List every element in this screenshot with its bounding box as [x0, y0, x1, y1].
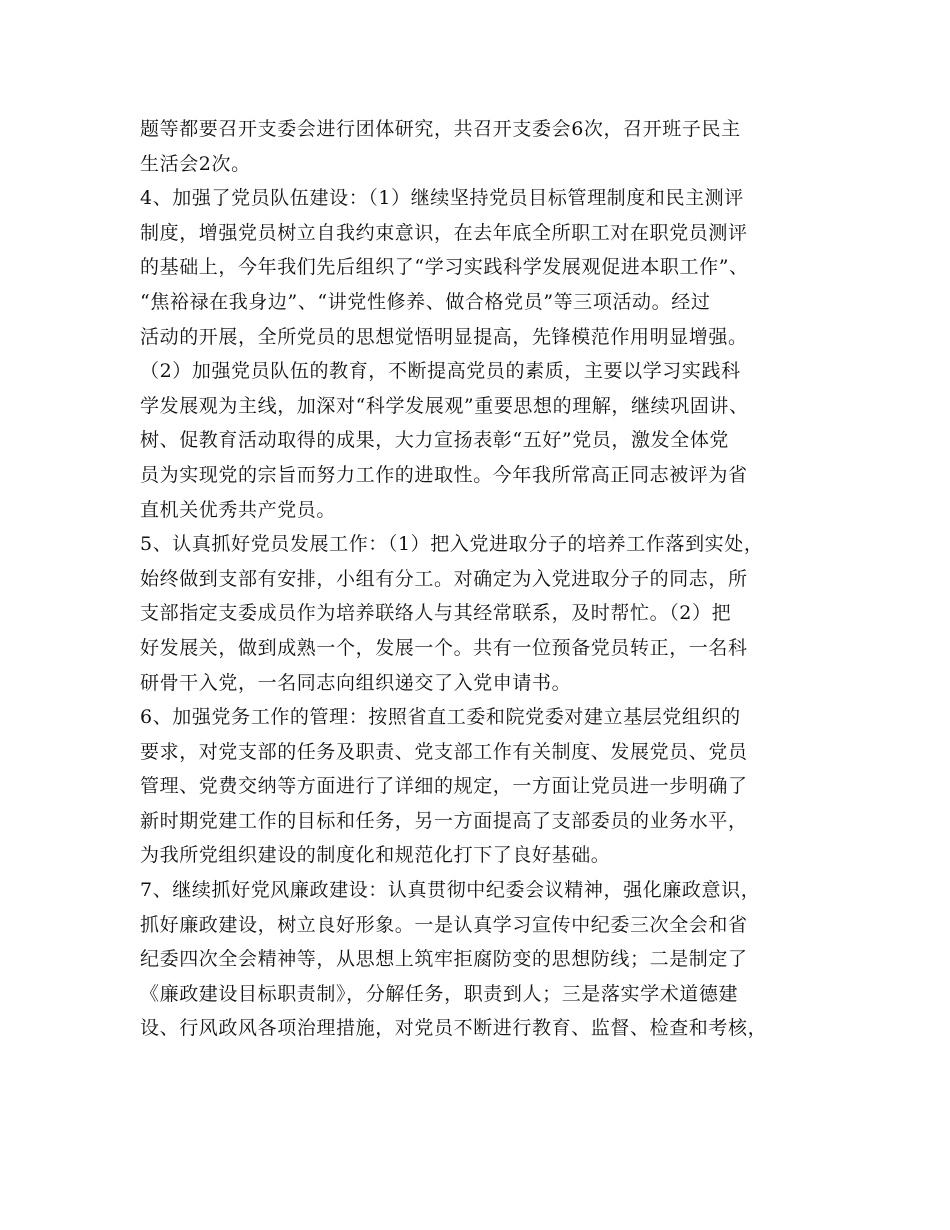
- text-line: 的基础上，今年我们先后组织了“学习实践科学发展观促进本职工作”、: [140, 256, 749, 279]
- text-line: 6、加强党务工作的管理：按照省直工委和院党委对建立基层党组织的: [140, 706, 741, 729]
- text-line: 支部指定支委成员作为培养联络人与其经常联系，及时帮忙。（2）把: [140, 602, 732, 625]
- text-line: 研骨干入党，一名同志向组织递交了入党申请书。: [140, 671, 572, 694]
- text-line: 新时期党建工作的目标和任务，另一方面提高了支部委员的业务水平，: [140, 809, 748, 832]
- text-line: 直机关优秀共产党员。: [140, 498, 337, 521]
- text-line: （2）加强党员队伍的教育，不断提高党员的素质，主要以学习实践科: [140, 360, 741, 383]
- text-line: 员为实现党的宗旨而努力工作的进取性。今年我所常高正同志被评为省: [140, 463, 748, 486]
- text-line: 好发展关，做到成熟一个，发展一个。共有一位预备党员转正，一名科: [140, 636, 748, 659]
- text-line: 始终做到支部有安排，小组有分工。对确定为入党进取分子的同志，所: [140, 567, 748, 590]
- text-line: 5、认真抓好党员发展工作：（1）把入党进取分子的培养工作落到实处，: [140, 533, 764, 556]
- text-line: 为我所党组织建设的制度化和规范化打下了良好基础。: [140, 844, 611, 867]
- text-line: 要求，对党支部的任务及职责、党支部工作有关制度、发展党员、党员: [140, 740, 748, 763]
- text-line: “焦裕禄在我身边”、“讲党性修养、做合格党员”等三项活动。经过: [140, 290, 711, 313]
- text-line: 制度，增强党员树立自我约束意识，在去年底全所职工对在职党员测评: [140, 221, 748, 244]
- text-line: 题等都要召开支委会进行团体研究，共召开支委会6次，召开班子民主: [140, 118, 741, 140]
- text-line: 树、促教育活动取得的成果，大力宣扬表彰“五好”党员，激发全体党: [140, 429, 730, 452]
- text-line: 活动的开展，全所党员的思想觉悟明显提高，先锋模范作用明显增强。: [140, 325, 748, 348]
- body-text: [140, 112, 830, 1046]
- text-line: 管理、党费交纳等方面进行了详细的规定，一方面让党员进一步明确了: [140, 775, 748, 798]
- text-line: 4、加强了党员队伍建设：（1）继续坚持党员目标管理制度和民主测评: [140, 187, 744, 210]
- text-line: 7、继续抓好党风廉政建设：认真贯彻中纪委会议精神，强化廉政意识，: [140, 879, 761, 902]
- text-line: 学发展观为主线，加深对“科学发展观”重要思想的理解，继续巩固讲、: [140, 394, 749, 417]
- text-line: 《廉政建设目标职责制》，分解任务，职责到人；三是落实学术道德建: [140, 982, 739, 1005]
- text-line: 设、行风政风各项治理措施，对党员不断进行教育、监督、检查和考核，: [140, 1017, 768, 1040]
- text-line: 纪委四次全会精神等，从思想上筑牢拒腐防变的思想防线；二是制定了: [140, 948, 748, 971]
- text-line: 抓好廉政建设，树立良好形象。一是认真学习宣传中纪委三次全会和省: [140, 913, 748, 936]
- text-line: 生活会2次。: [140, 152, 251, 175]
